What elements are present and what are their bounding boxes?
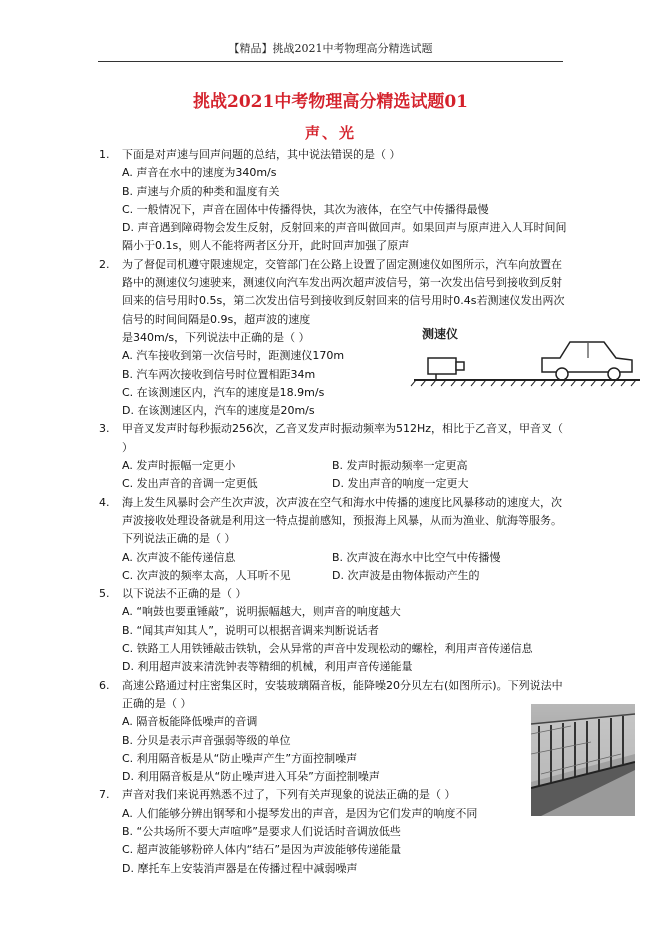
page-title: 挑战2021中考物理高分精选试题01 — [193, 92, 468, 112]
question-number: 5. — [99, 587, 110, 601]
option-b: B. 分贝是表示声音强弱等级的单位 — [122, 733, 291, 747]
option-d: D. 摩托车上安装消声器是在传播过程中减弱噪声 — [122, 861, 358, 875]
question-stem: 下面是对声速与回声问题的总结，其中说法错误的是（ ） — [122, 148, 401, 161]
question-6 — [99, 677, 569, 714]
option-d: D. 声音遇到障碍物会发生反射，反射回来的声音叫做回声。如果回声与原声进入人耳时间间隔小于0.1s，则人不能将两者区分开，此时回声加强了原声 — [122, 221, 567, 253]
question-number: 7. — [99, 788, 110, 802]
section-subtitle: 声、光 — [304, 124, 356, 142]
option-b: B. “公共场所不要大声喧哗”是要求人们说话时音调放低些 — [122, 824, 401, 838]
option-c: C. 超声波能够粉碎人体内“结石”是因为声波能够传递能量 — [122, 843, 402, 857]
question-stem: 以下说法不正确的是（ ） — [122, 587, 247, 601]
noise-barrier-image — [531, 704, 635, 816]
question-list — [99, 146, 569, 878]
option-d: D. 发出声音的响度一定更大 — [332, 477, 469, 491]
option-b: B. 汽车两次接收到信号时位置相距34m — [122, 367, 316, 381]
speed-camera-figure — [410, 320, 642, 388]
question-number: 3. — [99, 422, 110, 436]
car-icon — [542, 342, 632, 380]
option-d: D. 利用超声波来清洗钟表等精细的机械，利用声音传递能量 — [122, 660, 413, 674]
option-a: A. 发声时振幅一定更小 — [122, 459, 236, 473]
option-a: A. 隔音板能降低噪声的音调 — [122, 715, 258, 729]
option-c: C. 利用隔音板是从“防止噪声产生”方面控制噪声 — [122, 751, 358, 765]
question-number: 2. — [99, 257, 110, 271]
option-grid — [99, 457, 569, 494]
option-a: A. 人们能够分辨出钢琴和小提琴发出的声音，是因为它们发声的响度不同 — [122, 806, 478, 820]
speed-camera-diagram — [410, 320, 642, 388]
page-header: 【精品】挑战2021中考物理高分精选试题 — [228, 42, 433, 55]
question-number: 1. — [99, 148, 110, 161]
option-c: C. 在该测速区内，汽车的速度是18.9m/s — [122, 385, 325, 399]
option-b: B. “闻其声知其人”，说明可以根据音调来判断说话者 — [122, 623, 379, 637]
option-c: C. 次声波的频率太高，人耳听不见 — [122, 568, 291, 582]
speed-camera-label: 测速仪 — [422, 327, 459, 341]
question-stem: 甲音叉发声时每秒振动256次，乙音叉发声时振动频率为512Hz，相比于乙音叉，甲音叉（ ） — [122, 422, 564, 454]
road-surface — [411, 380, 640, 386]
option-c: C. 发出声音的音调一定更低 — [122, 477, 258, 491]
option-c: C. 铁路工人用铁锤敲击铁轨，会从异常的声音中发现松动的螺栓，利用声音传递信息 — [122, 642, 533, 656]
question-4 — [99, 494, 569, 549]
question-stem: 高速公路通过村庄密集区时，安装玻璃隔音板，能降噪20分贝左右(如图所示)。下列说法中正确的是（ ） — [122, 678, 563, 710]
noise-barrier-photo — [531, 704, 635, 816]
option-a: A. 声音在水中的速度为340m/s — [122, 166, 277, 180]
option-d: D. 次声波是由物体振动产生的 — [332, 568, 480, 582]
question-3 — [99, 420, 569, 457]
option-a: A. 汽车接收到第一次信号时，距测速仪170m — [122, 349, 345, 363]
option-d: D. 在该测速区内，汽车的速度是20m/s — [122, 404, 315, 418]
question-stem: 海上发生风暴时会产生次声波，次声波在空气和海水中传播的速度比风暴移动的速度大，次声波接收处理设备就是利用这一特点提前感知，预报海上风暴，从而为渔业、航海等服务。下列说法正确的是（ ） — [122, 495, 562, 546]
option-a: A. “响鼓也要重锤敲”，说明振幅越大，则声音的响度越大 — [122, 605, 401, 619]
option-d: D. 利用隔音板是从“防止噪声进入耳朵”方面控制噪声 — [122, 770, 380, 784]
question-7 — [99, 786, 569, 804]
question-stem-continued: 是340m/s，下列说法中正确的是（ ） — [122, 330, 310, 344]
header-divider — [98, 61, 563, 62]
question-5 — [99, 585, 569, 603]
question-number: 4. — [99, 495, 110, 509]
option-b: B. 声速与介质的种类和温度有关 — [122, 184, 280, 198]
option-grid — [99, 549, 569, 586]
option-b: B. 发声时振动频率一定更高 — [332, 459, 468, 473]
question-1 — [99, 146, 569, 164]
question-number: 6. — [99, 678, 110, 692]
question-stem: 为了督促司机遵守限速规定，交管部门在公路上设置了固定测速仪如图所示，汽车向放置在路中的测速仪匀速驶来，测速仪向汽车发出两次超声波信号，第一次发出信号到接收到反射回来的信号用时0.5s，第二次发出信号到接收到反射回来的信号用时0.4s若测速仪发出两次信号的时间间隔是0.9s，超声波的速度 — [122, 257, 565, 326]
option-c: C. 一般情况下，声音在固体中传播得快，其次为液体，在空气中传播得最慢 — [122, 202, 489, 216]
camera-device-icon — [428, 358, 464, 380]
question-stem: 声音对我们来说再熟悉不过了，下列有关声现象的说法正确的是（ ） — [122, 788, 456, 802]
option-b: B. 次声波在海水中比空气中传播慢 — [332, 550, 501, 564]
option-a: A. 次声波不能传递信息 — [122, 550, 236, 564]
